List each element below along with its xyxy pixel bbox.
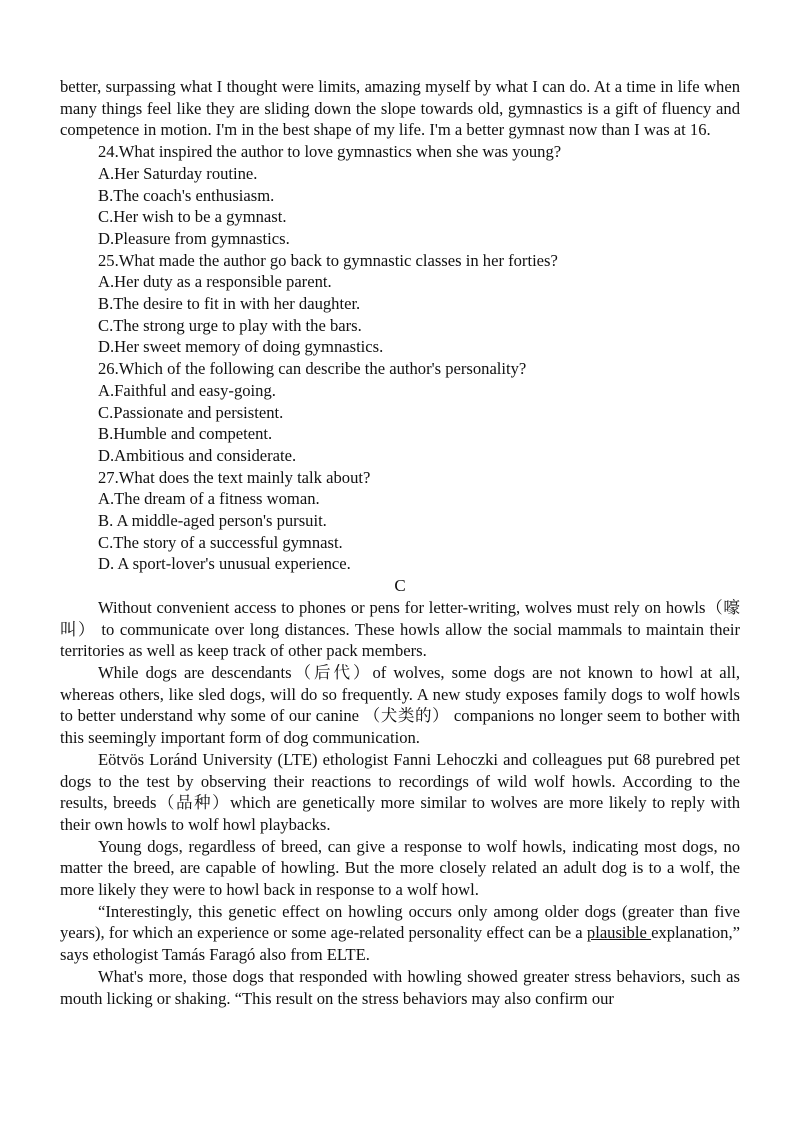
quote-text: “Interestingly, this genetic effect on howling occurs only among older dogs (greater than five years), for which an experience or some age-related personality effect can be a [60,901,740,943]
document-page [60,76,740,1009]
answer-option: C.The story of a successful gymnast. [98,532,343,552]
section-heading: C [394,576,406,596]
answer-option: B.The coach's enthusiasm. [98,185,275,205]
underlined-word: plausible [586,923,652,943]
intro-paragraph: better, surpassing what I thought were limits, amazing myself by what I can do. At a time in life when many things feel like they are sliding down the slope towards old, gymnastics is a gift of fluency and competence in motion. I'm in the best shape of my life. I'm a better gymnast now than I was at 16. [60,77,740,140]
passage-paragraph: While dogs are descendants（后代）of wolves, some dogs are not known to howl at all, whereas others, like sled dogs, will do so frequently. A new study exposes family dogs to wolf howls to better understand why some of our canine （犬类的） companions no longer seem to bother with this seemingly important form of dog communication. [60,662,740,748]
passage-paragraph: Eötvös Loránd University (LTE) ethologist Fanni Lehoczki and colleagues put 68 purebred pet dogs to the test by observing their reactions to recordings of wild wolf howls. According to the results, breeds（品种）which are genetically more similar to wolves are more likely to reply with their own howls to wolf howl playbacks. [60,749,740,834]
answer-option: C.Passionate and persistent. [98,402,284,422]
answer-option: C.Her wish to be a gymnast. [98,207,287,227]
question-25 [60,250,740,359]
answer-option: C.The strong urge to play with the bars. [98,315,362,335]
answer-option: D.Ambitious and considerate. [98,445,297,465]
answer-option: B.The desire to fit in with her daughter. [98,294,361,314]
answer-option: D.Her sweet memory of doing gymnastics. [98,337,384,357]
answer-option: D. A sport-lover's unusual experience. [98,554,351,574]
answer-option: A.Faithful and easy-going. [98,380,276,400]
passage-paragraph: Without convenient access to phones or pens for letter-writing, wolves must rely on howls（嚎叫） to communicate over long distances. These howls allow the social mammals to maintain their territories as well as keep track of other pack members. [60,597,740,661]
answer-option: A.Her duty as a responsible parent. [98,272,332,292]
answer-option: A.Her Saturday routine. [98,163,258,183]
question-stem: 26.Which of the following can describe the author's personality? [98,359,527,379]
answer-option: A.The dream of a fitness woman. [98,489,320,509]
question-stem: 24.What inspired the author to love gymnastics when she was young? [98,142,562,162]
answer-option: B. A middle-aged person's pursuit. [98,511,327,531]
question-26 [60,358,740,467]
passage-paragraph [60,901,740,966]
question-27 [60,467,740,576]
answer-option: D.Pleasure from gymnastics. [98,228,290,248]
question-stem: 27.What does the text mainly talk about? [98,467,371,487]
question-stem: 25.What made the author go back to gymnastic classes in her forties? [98,250,558,270]
passage-paragraph: Young dogs, regardless of breed, can give a response to wolf howls, indicating most dogs, no matter the breed, are capable of howling. But the more closely related an adult dog is to a wolf, the more likely they were to howl back in response to a wolf howl. [60,836,740,900]
passage-paragraph: What's more, those dogs that responded with howling showed greater stress behaviors, such as mouth licking or shaking. “This result on the stress behaviors may also confirm our [60,966,740,1008]
answer-option: B.Humble and competent. [98,424,273,444]
question-24 [60,141,740,250]
quote-text: explanation,” says ethologist Tamás Faragó also from ELTE. [60,923,740,965]
